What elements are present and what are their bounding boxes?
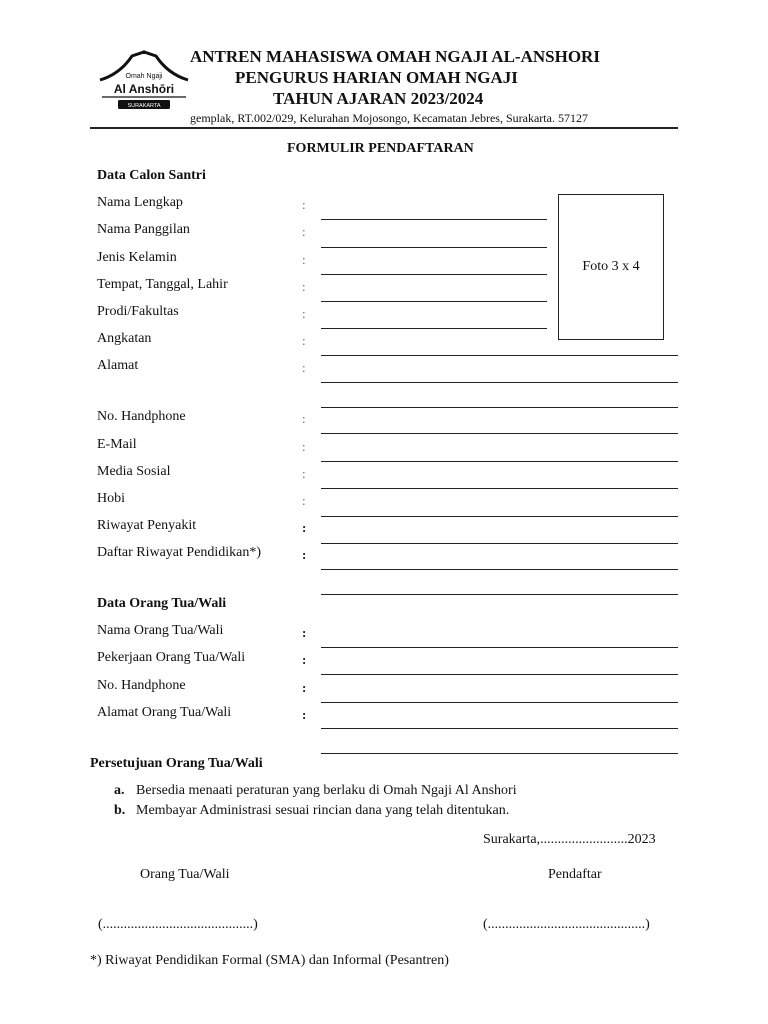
photo-label: Foto 3 x 4 xyxy=(582,259,640,274)
field-line-riwayat-pendidikan[interactable] xyxy=(321,569,678,570)
field-line-handphone[interactable] xyxy=(321,433,678,434)
field-line-nama-wali[interactable] xyxy=(321,647,678,648)
field-line-alamat-wali-2[interactable] xyxy=(321,753,678,754)
field-line-ttl[interactable] xyxy=(321,301,547,302)
logo xyxy=(96,50,192,114)
field-colon: : xyxy=(302,306,306,321)
field-line-pekerjaan-wali[interactable] xyxy=(321,674,678,675)
section-heading-consent: Persetujuan Orang Tua/Wali xyxy=(90,756,263,771)
field-colon: : xyxy=(302,224,306,239)
consent-marker: a. xyxy=(114,783,125,798)
field-label-jenis-kelamin: Jenis Kelamin xyxy=(97,250,177,265)
field-label-ttl: Tempat, Tanggal, Lahir xyxy=(97,277,228,292)
consent-item-2: Membayar Administrasi sesuai rincian dana yang telah ditentukan. xyxy=(136,803,510,818)
field-line-jenis-kelamin[interactable] xyxy=(321,274,547,275)
form-title: FORMULIR PENDAFTARAN xyxy=(287,141,474,156)
consent-marker: b. xyxy=(114,803,126,818)
field-line-email[interactable] xyxy=(321,461,678,462)
consent-item-1: Bersedia menaati peraturan yang berlaku di Omah Ngaji Al Anshori xyxy=(136,783,517,798)
photo-box[interactable] xyxy=(558,194,664,340)
field-line-handphone-wali[interactable] xyxy=(321,702,678,703)
field-colon: : xyxy=(302,279,306,294)
field-colon: : xyxy=(302,411,306,426)
field-label-media-sosial: Media Sosial xyxy=(97,464,171,479)
logo-roof-icon xyxy=(96,50,192,114)
field-colon: : xyxy=(302,680,307,695)
field-line-hobi[interactable] xyxy=(321,516,678,517)
field-colon: : xyxy=(302,439,306,454)
field-label-nama-panggilan: Nama Panggilan xyxy=(97,222,190,237)
header-address: gemplak, RT.002/029, Kelurahan Mojosongo, Kecamatan Jebres, Surakarta. 57127 xyxy=(190,111,588,125)
field-colon: : xyxy=(302,707,307,722)
right-signature-blank[interactable]: (.............................................) xyxy=(483,917,650,932)
field-label-hobi: Hobi xyxy=(97,491,125,506)
right-signer-role: Pendaftar xyxy=(548,867,602,882)
field-label-nama-wali: Nama Orang Tua/Wali xyxy=(97,623,224,638)
field-line-riwayat-penyakit[interactable] xyxy=(321,543,678,544)
field-colon: : xyxy=(302,520,307,535)
logo-text-top: Omah Ngaji xyxy=(125,73,163,80)
field-label-handphone-wali: No. Handphone xyxy=(97,678,186,693)
field-label-handphone: No. Handphone xyxy=(97,409,186,424)
field-label-pekerjaan-wali: Pekerjaan Orang Tua/Wali xyxy=(97,650,246,665)
field-label-nama-lengkap: Nama Lengkap xyxy=(97,195,183,210)
field-colon: : xyxy=(302,466,306,481)
footnote: *) Riwayat Pendidikan Formal (SMA) dan Informal (Pesantren) xyxy=(90,953,449,968)
place-date: Surakarta,.........................2023 xyxy=(483,832,656,847)
left-signer-role: Orang Tua/Wali xyxy=(140,867,230,882)
field-line-angkatan[interactable] xyxy=(321,355,678,356)
field-colon: : xyxy=(302,197,306,212)
logo-text-main: Al Anshōri xyxy=(113,82,175,96)
field-label-riwayat-pendidikan: Daftar Riwayat Pendidikan*) xyxy=(97,545,262,560)
field-line-media-sosial[interactable] xyxy=(321,488,678,489)
field-colon: : xyxy=(302,333,306,348)
field-colon: : xyxy=(302,493,306,508)
field-label-alamat-wali: Alamat Orang Tua/Wali xyxy=(97,705,232,720)
field-line-alamat-2[interactable] xyxy=(321,407,678,408)
field-label-prodi: Prodi/Fakultas xyxy=(97,304,179,319)
field-label-alamat: Alamat xyxy=(97,358,139,373)
header-title-1: ANTREN MAHASISWA OMAH NGAJI AL-ANSHORI xyxy=(190,47,600,66)
section-heading-santri: Data Calon Santri xyxy=(97,168,206,183)
field-label-angkatan: Angkatan xyxy=(97,331,152,346)
section-heading-wali: Data Orang Tua/Wali xyxy=(97,596,227,611)
field-colon: : xyxy=(302,625,307,640)
field-colon: : xyxy=(302,360,306,375)
logo-text-bottom: SURAKARTA xyxy=(127,103,161,109)
field-colon: : xyxy=(302,547,307,562)
header-title-2: PENGURUS HARIAN OMAH NGAJI xyxy=(235,68,518,87)
field-line-alamat-wali[interactable] xyxy=(321,728,678,729)
field-label-email: E-Mail xyxy=(97,437,137,452)
field-colon: : xyxy=(302,652,307,667)
field-colon: : xyxy=(302,252,306,267)
left-signature-blank[interactable]: (...........................................) xyxy=(98,917,258,932)
field-line-nama-panggilan[interactable] xyxy=(321,247,547,248)
field-line-prodi[interactable] xyxy=(321,328,547,329)
header-title-3: TAHUN AJARAN 2023/2024 xyxy=(273,89,484,108)
header-divider xyxy=(90,127,678,129)
field-label-riwayat-penyakit: Riwayat Penyakit xyxy=(97,518,197,533)
field-line-nama-lengkap[interactable] xyxy=(321,219,547,220)
field-line-alamat[interactable] xyxy=(321,382,678,383)
field-line-riwayat-pendidikan-2[interactable] xyxy=(321,594,678,595)
